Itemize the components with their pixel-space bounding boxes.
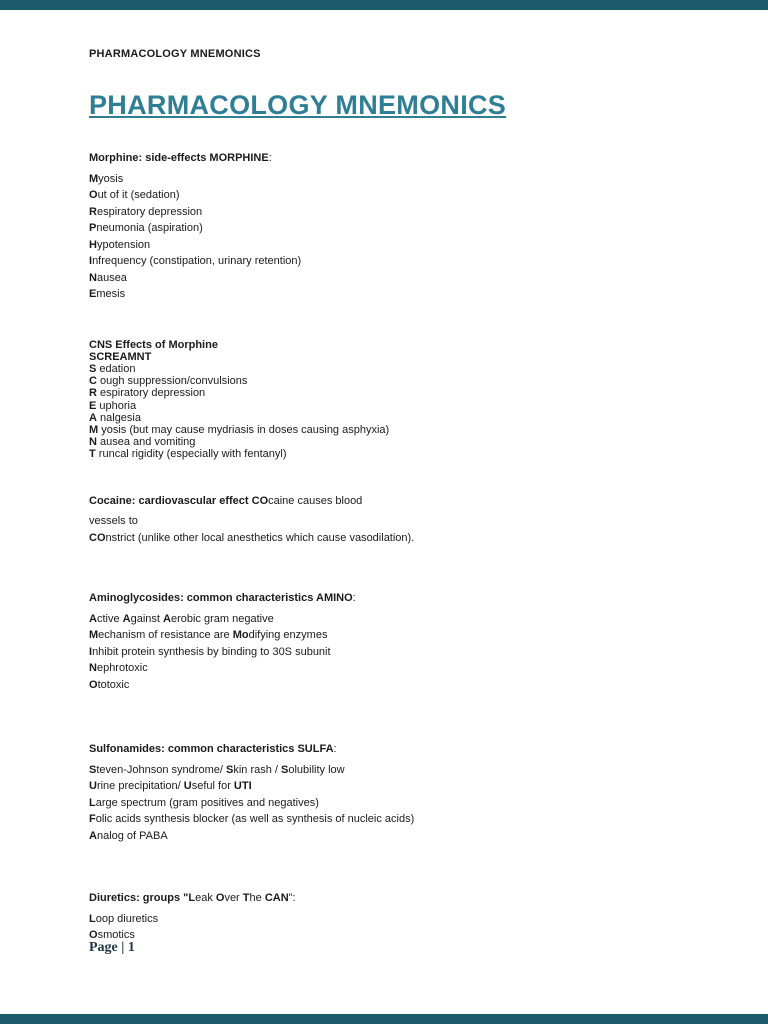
text-segment: S bbox=[89, 763, 97, 776]
text-segment: U bbox=[183, 780, 192, 793]
text-segment: A bbox=[163, 612, 171, 625]
text-segment: S bbox=[281, 763, 289, 776]
mnemonic-line bbox=[89, 375, 713, 387]
text-segment: yosis bbox=[98, 172, 124, 185]
text-segment: A bbox=[89, 411, 97, 424]
text-segment: nhibit protein synthesis by binding to 30S subunit bbox=[92, 645, 331, 658]
text-segment: P bbox=[89, 222, 97, 234]
text-segment: O bbox=[89, 678, 98, 691]
text-segment: O bbox=[89, 189, 98, 201]
text-segment: caine causes blood bbox=[268, 494, 363, 507]
text-segment: nfrequency (constipation, urinary retention) bbox=[92, 255, 302, 267]
text-segment: ypotension bbox=[96, 238, 151, 251]
text-segment: neumonia (aspiration) bbox=[96, 222, 203, 234]
mnemonic-line bbox=[89, 253, 713, 270]
text-segment: N bbox=[89, 662, 97, 675]
text-segment: Diuretics: groups " bbox=[89, 892, 189, 905]
heading-line bbox=[89, 590, 713, 607]
mnemonic-line bbox=[89, 400, 713, 412]
heading-line bbox=[89, 741, 713, 758]
text-segment: M bbox=[89, 629, 99, 642]
text-segment: nalgesia bbox=[96, 411, 141, 424]
text-segment: ctive bbox=[96, 612, 123, 625]
mnemonic-line bbox=[89, 237, 713, 254]
mnemonic-line bbox=[89, 677, 713, 694]
sections-container bbox=[89, 150, 713, 944]
mnemonic-line bbox=[89, 911, 713, 928]
text-segment: O bbox=[215, 892, 225, 905]
text-segment: eak bbox=[195, 892, 216, 905]
section-heading bbox=[89, 590, 713, 607]
text-segment: N bbox=[89, 271, 97, 284]
mnemonic-line bbox=[89, 828, 713, 845]
page-header: PHARMACOLOGY MNEMONICS bbox=[89, 48, 261, 60]
text-segment: CNS Effects of Morphine bbox=[89, 338, 218, 351]
text-segment: Aminoglycosides: common characteristics AMINO bbox=[89, 592, 353, 605]
mnemonic-line bbox=[89, 171, 713, 188]
text-segment: ausea and vomiting bbox=[96, 436, 196, 449]
text-segment: O bbox=[89, 929, 98, 942]
text-segment: Morphine: side-effects MORPHINE bbox=[89, 152, 269, 164]
section-heading bbox=[89, 741, 713, 758]
text-segment: mesis bbox=[96, 288, 126, 300]
text-segment: : bbox=[333, 743, 337, 756]
mnemonic-line bbox=[89, 762, 713, 779]
text-segment: seful for bbox=[191, 780, 234, 793]
mnemonic-line bbox=[89, 778, 713, 795]
mnemonic-line bbox=[89, 424, 713, 436]
text-segment: UTI bbox=[233, 780, 252, 793]
text-segment: ver bbox=[224, 892, 243, 905]
mnemonic-line bbox=[89, 513, 713, 530]
mnemonic-line bbox=[89, 187, 713, 204]
mnemonic-line bbox=[89, 795, 713, 812]
text-segment: espiratory depression bbox=[96, 387, 206, 400]
text-segment: arge spectrum (gram positives and negatives) bbox=[95, 796, 319, 809]
text-segment: : bbox=[352, 592, 356, 605]
text-segment: T bbox=[89, 448, 96, 461]
text-segment: L bbox=[188, 892, 196, 905]
text-segment: gainst bbox=[130, 612, 164, 625]
document-title: PHARMACOLOGY MNEMONICS bbox=[89, 90, 507, 120]
section-heading bbox=[89, 493, 713, 510]
mnemonic-line bbox=[89, 436, 713, 448]
text-segment: CO bbox=[89, 531, 106, 544]
text-segment: M bbox=[89, 172, 99, 185]
text-segment: nstrict (unlike other local anesthetics which cause vasodilation). bbox=[105, 531, 415, 544]
text-segment: L bbox=[89, 912, 96, 925]
text-segment: ephrotoxic bbox=[96, 662, 148, 675]
text-segment: totoxic bbox=[97, 678, 130, 691]
text-segment: A bbox=[89, 612, 97, 625]
text-segment: H bbox=[89, 238, 97, 251]
text-segment: R bbox=[89, 387, 97, 400]
text-segment: Mo bbox=[232, 629, 249, 642]
text-segment: olubility low bbox=[288, 763, 345, 776]
text-segment: espiratory depression bbox=[96, 205, 203, 218]
mnemonic-line bbox=[89, 611, 713, 628]
text-segment: L bbox=[89, 796, 96, 809]
section-heading bbox=[89, 890, 713, 907]
mnemonic-line bbox=[89, 627, 713, 644]
text-segment: E bbox=[89, 399, 97, 412]
mnemonic-section bbox=[89, 339, 713, 461]
text-segment: smotics bbox=[97, 929, 135, 942]
mnemonic-line bbox=[89, 270, 713, 287]
text-segment: echanism of resistance are bbox=[98, 629, 233, 642]
mnemonic-line bbox=[89, 363, 713, 375]
text-segment: Cocaine: cardiovascular effect CO bbox=[89, 494, 269, 507]
bottom-bar bbox=[0, 1014, 768, 1024]
text-segment: kin rash / bbox=[233, 763, 282, 776]
mnemonic-line bbox=[89, 387, 713, 399]
text-segment: A bbox=[89, 829, 97, 842]
mnemonic-line bbox=[89, 530, 713, 547]
mnemonic-line bbox=[89, 448, 713, 460]
text-segment: runcal rigidity (especially with fentanyl) bbox=[95, 448, 287, 461]
text-segment: N bbox=[89, 436, 97, 449]
mnemonic-line bbox=[89, 220, 713, 237]
mnemonic-line bbox=[89, 286, 713, 303]
section-heading bbox=[89, 150, 713, 167]
heading-line bbox=[89, 339, 713, 351]
text-segment: ough suppression/convulsions bbox=[96, 375, 248, 388]
text-segment: S bbox=[89, 362, 97, 375]
text-segment: U bbox=[89, 780, 97, 793]
mnemonic-section bbox=[89, 741, 713, 844]
text-segment: A bbox=[122, 612, 131, 625]
text-segment: SCREAMNT bbox=[89, 350, 152, 363]
text-segment: edation bbox=[96, 362, 136, 375]
text-segment: Sulfonamides: common characteristics SULFA bbox=[89, 743, 334, 756]
mnemonic-line bbox=[89, 644, 713, 661]
text-segment: difying enzymes bbox=[248, 629, 328, 642]
mnemonic-line bbox=[89, 811, 713, 828]
text-segment: olic acids synthesis blocker (as well as synthesis of nucleic acids) bbox=[95, 813, 415, 826]
mnemonic-section bbox=[89, 590, 713, 693]
text-segment: ": bbox=[288, 892, 296, 905]
text-segment: he bbox=[249, 892, 265, 905]
text-segment: nalog of PABA bbox=[96, 829, 168, 842]
text-segment: rine precipitation/ bbox=[96, 780, 184, 793]
text-segment: yosis (but may cause mydriasis in doses causing asphyxia) bbox=[98, 423, 390, 436]
text-segment: S bbox=[225, 763, 234, 776]
heading-line bbox=[89, 150, 713, 167]
text-segment: vessels to bbox=[89, 515, 138, 528]
text-segment: erobic gram negative bbox=[170, 612, 274, 625]
text-segment: T bbox=[242, 892, 250, 905]
mnemonic-line bbox=[89, 927, 713, 944]
text-segment: oop diuretics bbox=[95, 912, 159, 925]
section-heading bbox=[89, 339, 713, 363]
heading-line bbox=[89, 493, 713, 510]
text-segment: I bbox=[89, 645, 93, 658]
text-segment: uphoria bbox=[96, 399, 137, 412]
mnemonic-section bbox=[89, 890, 713, 944]
mnemonic-line bbox=[89, 412, 713, 424]
heading-line bbox=[89, 351, 713, 363]
mnemonic-section bbox=[89, 493, 713, 547]
text-segment: CAN bbox=[264, 892, 289, 905]
mnemonic-section bbox=[89, 150, 713, 303]
text-segment: ausea bbox=[96, 271, 127, 284]
text-segment: E bbox=[89, 288, 97, 300]
mnemonic-line bbox=[89, 660, 713, 677]
heading-line bbox=[89, 890, 713, 907]
top-bar bbox=[0, 0, 768, 10]
text-segment: C bbox=[89, 375, 97, 388]
text-segment: M bbox=[89, 423, 99, 436]
text-segment: teven-Johnson syndrome/ bbox=[96, 763, 226, 776]
text-segment: R bbox=[89, 205, 97, 218]
text-segment: ut of it (sedation) bbox=[97, 189, 180, 201]
mnemonic-line bbox=[89, 204, 713, 221]
page-footer: Page | 1 bbox=[89, 940, 135, 955]
text-segment: : bbox=[268, 152, 272, 164]
text-segment: I bbox=[89, 255, 93, 267]
text-segment: F bbox=[89, 813, 96, 826]
